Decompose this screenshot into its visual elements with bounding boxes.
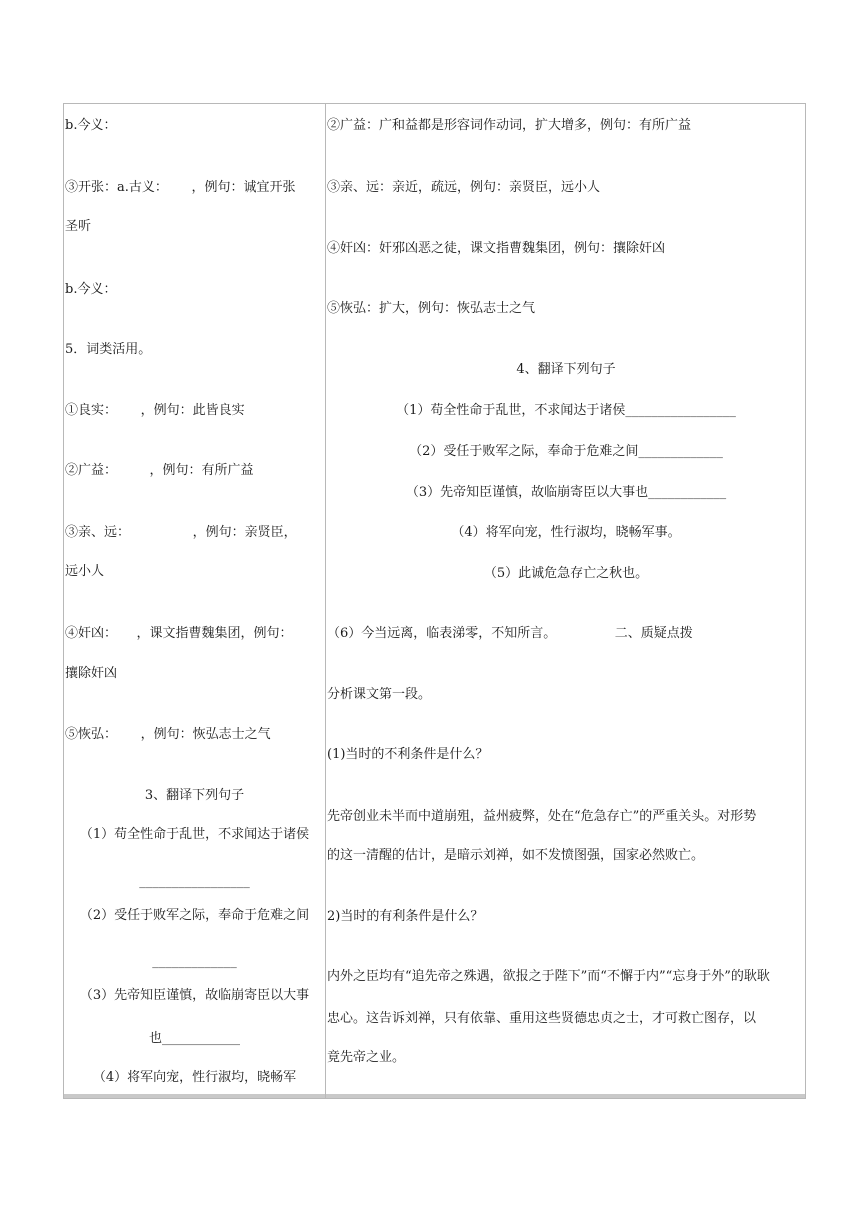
left-line: ⑤恢弘： ，例句：恢弘志士之气	[65, 727, 271, 742]
left-line: b.今义：	[65, 118, 117, 133]
left-line: （4）将军向宠，性行淑均，晓畅军	[92, 1070, 297, 1085]
left-line: ①良实： ，例句：此皆良实	[65, 403, 245, 418]
right-heading: 4、翻译下列句子	[516, 362, 616, 377]
column-divider	[325, 103, 326, 1099]
left-line: ④奸凶： ，课文指曹魏集团，例句：	[65, 626, 293, 641]
right-line: ④奸凶：奸邪凶恶之徒，课文指曹魏集团，例句：攘除奸凶	[327, 241, 666, 256]
right-line: 忠心。这告诉刘禅，只有依靠、重用这些贤德忠贞之士，才可救亡图存，以	[327, 1011, 757, 1026]
right-line: ②广益：广和益都是形容词作动词，扩大增多，例句：有所广益	[327, 118, 692, 133]
right-line: 竟先帝之业。	[327, 1050, 406, 1065]
left-line: ③开张：a.古义： ，例句：诚宜开张	[65, 180, 296, 195]
right-line: 的这一清醒的估计，是暗示刘禅，如不发愤图强，国家必然败亡。	[327, 848, 705, 863]
right-line: ③亲、远：亲近，疏远，例句：亲贤臣，远小人	[327, 180, 601, 195]
left-line: b.今义：	[65, 282, 117, 297]
left-line: 攘除奸凶	[65, 666, 118, 681]
left-blank: _________________	[139, 874, 250, 889]
right-line: ⑤恢弘：扩大，例句：恢弘志士之气	[327, 301, 536, 316]
left-line: 5．词类活用。	[65, 342, 152, 357]
right-line: （2）受任于败军之际，奉命于危难之间_____________	[409, 444, 723, 459]
right-question: 2)当时的有利条件是什么？	[327, 909, 484, 924]
right-line: 先帝创业未半而中道崩殂，益州疲弊，处在“危急存亡”的严重关头。对形势	[327, 809, 757, 824]
right-line: （3）先帝知臣谨慎，故临崩寄臣以大事也____________	[405, 485, 727, 500]
left-line: （2）受任于败军之际，奉命于危难之间	[79, 908, 310, 923]
right-line: （4）将军向宠，性行淑均，晓畅军事。	[451, 525, 681, 540]
left-line: （1）苟全性命于乱世，不求闻达于诸侯	[79, 827, 310, 842]
right-question: (1)当时的不利条件是什么？	[327, 747, 489, 762]
right-line: （5）此诚危急存亡之秋也。	[483, 566, 649, 581]
right-line: 内外之臣均有“追先帝之殊遇，欲报之于陛下”而“不懈于内”“忘身于外”的耿耿	[327, 969, 770, 984]
left-blank: _____________	[152, 954, 237, 969]
left-line: ③亲、远： ，例句：亲贤臣，	[65, 525, 297, 540]
left-heading: 3、翻译下列句子	[144, 788, 245, 803]
left-line: ②广益： ，例句：有所广益	[65, 463, 254, 478]
right-line: 分析课文第一段。	[327, 687, 432, 702]
left-line: （3）先帝知臣谨慎，故临崩寄臣以大事	[79, 988, 310, 1003]
right-line: （6）今当远离，临表涕零，不知所言。 二、质疑点拨	[327, 626, 693, 641]
right-line: （1）苟全性命于乱世，不求闻达于诸侯_________________	[396, 403, 736, 418]
left-line: 也____________	[148, 1031, 240, 1046]
left-line: 远小人	[65, 564, 105, 579]
left-line: 圣听	[65, 219, 92, 234]
